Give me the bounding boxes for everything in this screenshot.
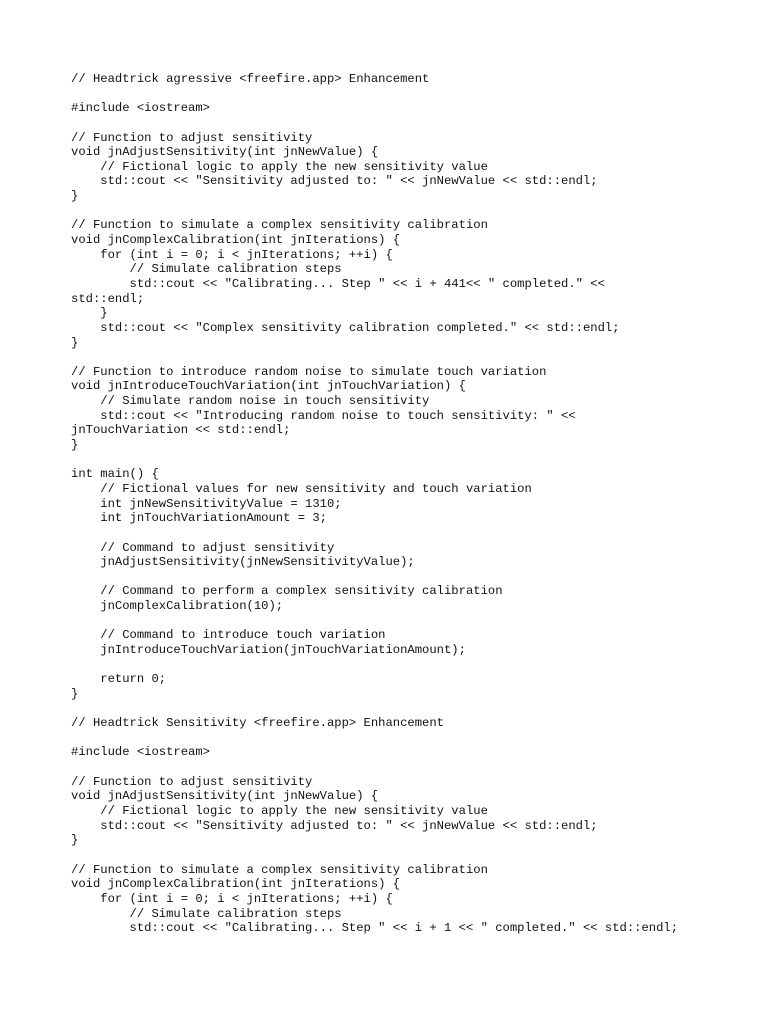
- code-line: for (int i = 0; i < jnIterations; ++i) {: [71, 247, 393, 262]
- code-line: jnComplexCalibration(10);: [71, 599, 284, 614]
- code-line: std::endl;: [71, 291, 145, 306]
- code-line: int main() {: [71, 467, 159, 482]
- code-line: void jnIntroduceTouchVariation(int jnTouchVariation) {: [71, 379, 466, 394]
- code-line: // Fictional values for new sensitivity and touch variation: [71, 481, 532, 496]
- code-line: [71, 702, 678, 717]
- code-line: }: [71, 335, 79, 350]
- code-line: // Fictional logic to apply the new sensitivity value: [71, 804, 488, 819]
- code-line: }: [71, 686, 79, 701]
- code-line: #include <iostream>: [71, 101, 210, 116]
- code-line: return 0;: [71, 672, 167, 687]
- code-line: [71, 760, 678, 775]
- code-line: // Command to introduce touch variation: [71, 628, 386, 643]
- code-line: [71, 526, 678, 541]
- code-line: int jnNewSensitivityValue = 1310;: [71, 496, 342, 511]
- code-line: }: [71, 438, 79, 453]
- code-line: [71, 658, 678, 673]
- code-line: // Function to introduce random noise to simulate touch variation: [71, 364, 547, 379]
- code-line: [71, 731, 678, 746]
- code-line: [71, 87, 678, 102]
- code-line: void jnAdjustSensitivity(int jnNewValue) {: [71, 789, 379, 804]
- code-line: std::cout << "Introducing random noise to touch sensitivity: " <<: [71, 408, 576, 423]
- code-line: int jnTouchVariationAmount = 3;: [71, 511, 327, 526]
- code-line: }: [71, 189, 79, 204]
- code-line: [71, 204, 678, 219]
- code-line: // Command to adjust sensitivity: [71, 540, 335, 555]
- code-line: [71, 570, 678, 585]
- code-line: [71, 453, 678, 468]
- code-line: [71, 116, 678, 131]
- code-line: jnTouchVariation << std::endl;: [71, 423, 291, 438]
- code-line: std::cout << "Complex sensitivity calibration completed." << std::endl;: [71, 320, 620, 335]
- code-line: [71, 614, 678, 629]
- code-line: std::cout << "Calibrating... Step " << i + 441<< " completed." <<: [71, 276, 605, 291]
- code-line: // Headtrick agressive <freefire.app> Enhancement: [71, 72, 430, 86]
- code-line: void jnComplexCalibration(int jnIterations) {: [71, 877, 401, 892]
- code-line: }: [71, 306, 108, 321]
- code-line: // Function to adjust sensitivity: [71, 774, 313, 789]
- code-line: std::cout << "Calibrating... Step " << i + 1 << " completed." << std::endl;: [71, 921, 679, 936]
- code-listing: [71, 72, 678, 936]
- code-line: }: [71, 833, 79, 848]
- code-line: // Function to simulate a complex sensitivity calibration: [71, 218, 488, 233]
- code-line: // Command to perform a complex sensitivity calibration: [71, 584, 503, 599]
- code-line: [71, 350, 678, 365]
- code-line: jnAdjustSensitivity(jnNewSensitivityValue);: [71, 555, 415, 570]
- code-line: for (int i = 0; i < jnIterations; ++i) {: [71, 891, 393, 906]
- code-line: // Headtrick Sensitivity <freefire.app> Enhancement: [71, 716, 444, 731]
- code-line: jnIntroduceTouchVariation(jnTouchVariationAmount);: [71, 642, 466, 657]
- code-line: // Fictional logic to apply the new sensitivity value: [71, 159, 488, 174]
- code-line: // Simulate random noise in touch sensitivity: [71, 394, 430, 409]
- code-line: std::cout << "Sensitivity adjusted to: " << jnNewValue << std::endl;: [71, 174, 598, 189]
- code-line: // Function to simulate a complex sensitivity calibration: [71, 862, 488, 877]
- code-line: void jnAdjustSensitivity(int jnNewValue) {: [71, 145, 379, 160]
- code-line: std::cout << "Sensitivity adjusted to: " << jnNewValue << std::endl;: [71, 818, 598, 833]
- code-line: // Simulate calibration steps: [71, 262, 342, 277]
- code-line: // Simulate calibration steps: [71, 906, 342, 921]
- code-line: void jnComplexCalibration(int jnIterations) {: [71, 233, 401, 248]
- code-line: // Function to adjust sensitivity: [71, 130, 313, 145]
- code-line: [71, 848, 678, 863]
- code-line: #include <iostream>: [71, 745, 210, 760]
